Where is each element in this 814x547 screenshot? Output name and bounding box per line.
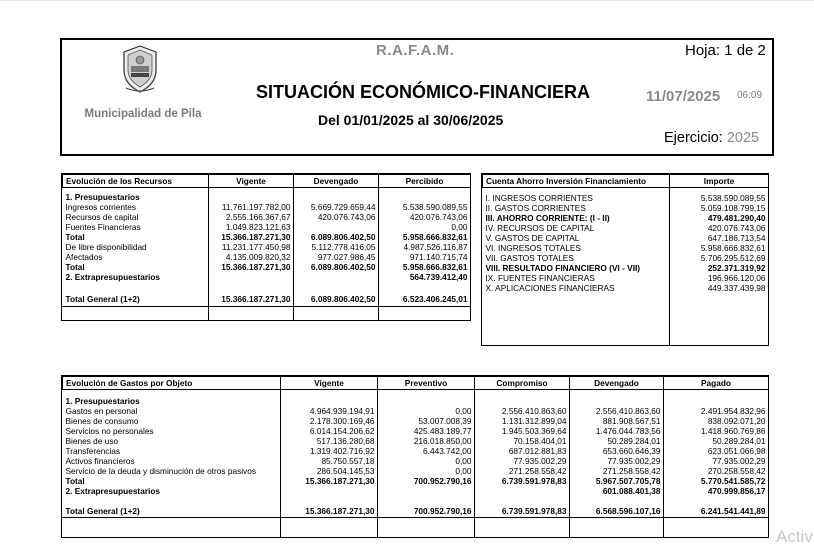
cell-compromiso: 70.158.404,01 — [513, 435, 567, 446]
cell-pagado: 77.935.002,29 — [712, 455, 766, 466]
cell-amount: 420.076.743,06 — [707, 222, 766, 233]
cell-vigente: 1.049.823.121,63 — [225, 221, 291, 232]
expenses-header-preventivo: Preventivo — [378, 377, 475, 390]
table-row — [63, 232, 471, 242]
row-label: IX. FUENTES FINANCIERAS — [485, 272, 595, 283]
resources-header-label: Evolución de los Recursos — [63, 175, 209, 188]
cell-compromiso — [475, 396, 570, 406]
cell-percibido: 5.958.666.832,61 — [402, 261, 468, 272]
table-row — [483, 203, 769, 213]
table-row — [63, 466, 769, 476]
expenses-header-row — [63, 377, 769, 390]
cell-devengado: 5.967.507.705,78 — [595, 475, 661, 486]
row-label: 2. Extrapresupuestarios — [65, 485, 161, 496]
cell-devengado: 6.089.806.402,50 — [310, 261, 376, 272]
cell-vigente: 2.178.300.169,46 — [309, 415, 375, 426]
cell-pagado: 623.051.066,98 — [707, 445, 766, 456]
cell-pagado: 1.418.960.769,86 — [700, 425, 766, 436]
total-compromiso: 6.739.591.978,83 — [501, 505, 567, 516]
cell-pagado: 270.258.558,42 — [707, 465, 766, 476]
cell-vigente: 4.964.939.194,91 — [309, 405, 375, 416]
row-label: Total — [65, 475, 85, 486]
cell-devengado: 6.089.806.402,50 — [310, 231, 376, 242]
table-row — [63, 436, 769, 446]
total-row — [63, 294, 471, 304]
fiscal-year-value: 2025 — [726, 130, 760, 146]
fiscal-year — [664, 130, 759, 146]
municipality-name: Municipalidad de Pila — [84, 108, 202, 120]
row-label: De libre disponibilidad — [65, 241, 147, 252]
row-label: Gastos en personal — [65, 405, 138, 416]
cell-vigente: 11.231.177.450,98 — [221, 241, 291, 252]
cell-percibido — [379, 192, 471, 202]
cell-devengado: 77.935.002,29 — [607, 455, 661, 466]
expenses-header-pagado: Pagado — [664, 377, 769, 390]
cell-amount: 252.371.319,92 — [707, 262, 766, 273]
cell-pagado — [664, 396, 769, 406]
row-label: Activos financieros — [65, 455, 135, 466]
cell-percibido: 0,00 — [451, 221, 468, 232]
cell-compromiso: 6.739.591.978,83 — [501, 475, 567, 486]
table-row — [63, 222, 471, 232]
row-label: Fuentes Financieras — [65, 221, 141, 232]
cell-vigente: 6.014.154.206,62 — [309, 425, 375, 436]
row-label: Recursos de capital — [65, 211, 139, 222]
row-label: Total — [65, 231, 85, 242]
savings-header-amount: Importe — [670, 175, 769, 188]
cell-vigente: 517.136.280,68 — [316, 435, 375, 446]
cell-devengado — [294, 272, 379, 282]
cell-devengado — [294, 192, 379, 202]
row-label: V. GASTOS DE CAPITAL — [485, 232, 580, 243]
row-label: Transferencias — [65, 445, 121, 456]
page-indicator: Hoja: 1 de 2 — [685, 42, 766, 59]
cell-pagado: 5.770.541.585,72 — [700, 475, 766, 486]
expenses-table — [62, 376, 769, 516]
row-label: X. APLICACIONES FINANCIERAS — [485, 282, 615, 293]
cell-preventivo: 700.952.790,16 — [413, 475, 472, 486]
cell-compromiso: 1.945.503.369,64 — [501, 425, 567, 436]
table-row — [63, 212, 471, 222]
row-label: II. GASTOS CORRIENTES — [485, 202, 586, 213]
table-row — [483, 193, 769, 203]
cell-devengado: 977.027.986,45 — [317, 251, 376, 262]
table-row — [63, 272, 471, 282]
row-label: 1. Presupuestarios — [65, 191, 140, 202]
activation-watermark: Activ — [776, 527, 813, 546]
cell-compromiso — [475, 486, 570, 496]
cell-compromiso: 687.012.881,83 — [508, 445, 567, 456]
cell-vigente — [281, 486, 378, 496]
expenses-total-divider — [61, 517, 769, 518]
cell-compromiso: 1.131.312.899,04 — [501, 415, 567, 426]
cell-preventivo: 0,00 — [455, 405, 472, 416]
cell-preventivo — [378, 396, 475, 406]
cell-amount: 5.958.666.832,61 — [700, 242, 766, 253]
cell-vigente: 286.504.145,53 — [316, 465, 375, 476]
table-row — [483, 233, 769, 243]
total-devengado: 6.089.806.402,50 — [310, 293, 376, 304]
savings-table — [482, 174, 769, 293]
total-devengado: 6.568.596.107,16 — [595, 505, 661, 516]
table-row — [63, 202, 471, 212]
table-row — [63, 446, 769, 456]
report-period: Del 01/01/2025 al 30/06/2025 — [318, 112, 504, 128]
total-label: Total General (1+2) — [65, 505, 140, 516]
cell-devengado: 271.258.558,42 — [602, 465, 661, 476]
cell-devengado: 50.289.284,01 — [607, 435, 661, 446]
row-label: Servicios no personales — [65, 425, 154, 436]
row-label: Bienes de uso — [65, 435, 119, 446]
total-preventivo: 700.952.790,16 — [413, 505, 472, 516]
cell-vigente: 4.135.009.820,32 — [225, 251, 291, 262]
cell-preventivo: 425.483.189,77 — [413, 425, 472, 436]
table-row — [63, 252, 471, 262]
cell-devengado: 420.076.743,06 — [317, 211, 376, 222]
system-name: R.A.F.A.M. — [376, 42, 455, 59]
row-label: 2. Extrapresupuestarios — [65, 271, 161, 282]
row-label: VII. GASTOS TOTALES — [485, 252, 574, 263]
table-row — [63, 192, 471, 202]
expenses-header-compromiso: Compromiso — [475, 377, 570, 390]
cell-vigente: 15.366.187.271,30 — [221, 261, 291, 272]
cell-amount: 647.186.713,54 — [707, 232, 766, 243]
cell-vigente: 15.366.187.271,30 — [221, 231, 291, 242]
cell-devengado: 5.112.778.416,05 — [311, 241, 376, 252]
cell-devengado: 5.669.729.659,44 — [310, 201, 376, 212]
cell-vigente: 11.761.197.782,00 — [221, 201, 291, 212]
municipal-crest-icon — [118, 44, 162, 94]
savings-header-row — [483, 175, 769, 188]
cell-vigente — [209, 192, 294, 202]
cell-vigente: 2.555.166.367,67 — [225, 211, 291, 222]
cell-vigente — [281, 396, 378, 406]
table-row — [63, 242, 471, 252]
cell-compromiso: 271.258.558,42 — [508, 465, 567, 476]
expenses-header-vigente: Vigente — [281, 377, 378, 390]
cell-devengado: 881.908.567,51 — [602, 415, 661, 426]
cell-amount: 196.966.120,06 — [707, 272, 766, 283]
row-label: Ingresos corrientes — [65, 201, 137, 212]
row-label: Total — [65, 261, 85, 272]
report-time: 06:09 — [737, 90, 763, 101]
savings-header-label: Cuenta Ahorro Inversión Financiamiento — [483, 175, 670, 188]
cell-preventivo: 216.018.850,00 — [413, 435, 472, 446]
resources-header-row — [63, 175, 471, 188]
cell-amount: 5.059.108.799,15 — [700, 202, 766, 213]
table-row — [483, 223, 769, 233]
expenses-header-devengado: Devengado — [570, 377, 664, 390]
cell-preventivo: 0,00 — [455, 455, 472, 466]
cell-preventivo: 0,00 — [455, 465, 472, 476]
row-label: Bienes de consumo — [65, 415, 139, 426]
fiscal-year-label: Ejercicio: — [664, 130, 723, 146]
row-label: III. AHORRO CORRIENTE: (I - II) — [485, 212, 610, 223]
cell-amount: 5.538.590.089,55 — [700, 192, 766, 203]
table-row — [483, 253, 769, 263]
cell-vigente: 85.750.557,18 — [321, 455, 375, 466]
cell-amount: 5.706.295.512,69 — [700, 252, 766, 263]
total-vigente: 15.366.187.271,30 — [221, 293, 291, 304]
cell-pagado: 838.092.071,20 — [707, 415, 766, 426]
report-title: SITUACIÓN ECONÓMICO-FINANCIERA — [256, 82, 590, 102]
row-label: Servicio de la deuda y disminución de otros pasivos — [65, 465, 256, 476]
table-row — [483, 243, 769, 253]
top-edge-line — [0, 0, 814, 1]
cell-devengado: 653.660.646,39 — [602, 445, 661, 456]
table-row — [483, 283, 769, 293]
cell-preventivo: 6.443.742,00 — [423, 445, 472, 456]
cell-percibido: 5.958.666.832,61 — [402, 231, 468, 242]
table-row — [63, 426, 769, 436]
row-label: VIII. RESULTADO FINANCIERO (VI - VII) — [485, 262, 641, 273]
cell-pagado: 470.999.856,17 — [707, 485, 766, 496]
table-row — [63, 456, 769, 466]
total-percibido: 6.523.406.245,01 — [402, 293, 468, 304]
row-label: IV. RECURSOS DE CAPITAL — [485, 222, 595, 233]
resources-table — [62, 174, 471, 304]
table-row — [63, 406, 769, 416]
row-label: VI. INGRESOS TOTALES — [485, 242, 581, 253]
cell-percibido: 4.987.526.116,87 — [403, 241, 468, 252]
cell-vigente: 15.366.187.271,30 — [305, 475, 375, 486]
table-row — [63, 396, 769, 406]
table-row — [63, 416, 769, 426]
cell-devengado: 2.556.410.863,60 — [595, 405, 661, 416]
cell-pagado: 2.491.954.832,96 — [700, 405, 766, 416]
cell-devengado: 1.476.044.783,56 — [595, 425, 661, 436]
resources-header-vigente: Vigente — [209, 175, 294, 188]
cell-vigente: 1.319.402.716,92 — [309, 445, 375, 456]
cell-preventivo — [378, 486, 475, 496]
report-date: 11/07/2025 — [646, 88, 721, 105]
table-row — [483, 273, 769, 283]
cell-percibido: 5.538.590.089,55 — [402, 201, 468, 212]
cell-amount: 479.481.290,40 — [707, 212, 766, 223]
resources-header-percibido: Percibido — [379, 175, 471, 188]
cell-percibido: 564.739.412,40 — [409, 271, 468, 282]
resources-header-devengado: Devengado — [294, 175, 379, 188]
table-row — [63, 262, 471, 272]
total-vigente: 15.366.187.271,30 — [305, 505, 375, 516]
cell-vigente — [209, 272, 294, 282]
cell-pagado: 50.289.284,01 — [712, 435, 766, 446]
expenses-header-label: Evolución de Gastos por Objeto — [63, 377, 281, 390]
cell-compromiso: 77.935.002,29 — [513, 455, 567, 466]
table-row — [483, 213, 769, 223]
total-row — [63, 506, 769, 516]
cell-amount: 449.337.439,98 — [707, 282, 766, 293]
cell-devengado — [570, 396, 664, 406]
total-label: Total General (1+2) — [65, 293, 140, 304]
cell-percibido: 971.140.715,74 — [409, 251, 468, 262]
total-pagado: 6.241.541.441,89 — [700, 505, 766, 516]
cell-preventivo: 53.007.008,39 — [418, 415, 472, 426]
table-row — [63, 476, 769, 486]
row-label: I. INGRESOS CORRIENTES — [485, 192, 593, 203]
cell-devengado: 601.088.401,38 — [602, 485, 661, 496]
table-row — [63, 486, 769, 496]
row-label: Afectados — [65, 251, 103, 262]
cell-percibido: 420.076.743,06 — [409, 211, 468, 222]
table-row — [483, 263, 769, 273]
resources-total-divider — [61, 306, 471, 307]
row-label: 1. Presupuestarios — [65, 395, 140, 406]
cell-devengado — [294, 222, 379, 232]
cell-compromiso: 2.556.410.863,60 — [501, 405, 567, 416]
